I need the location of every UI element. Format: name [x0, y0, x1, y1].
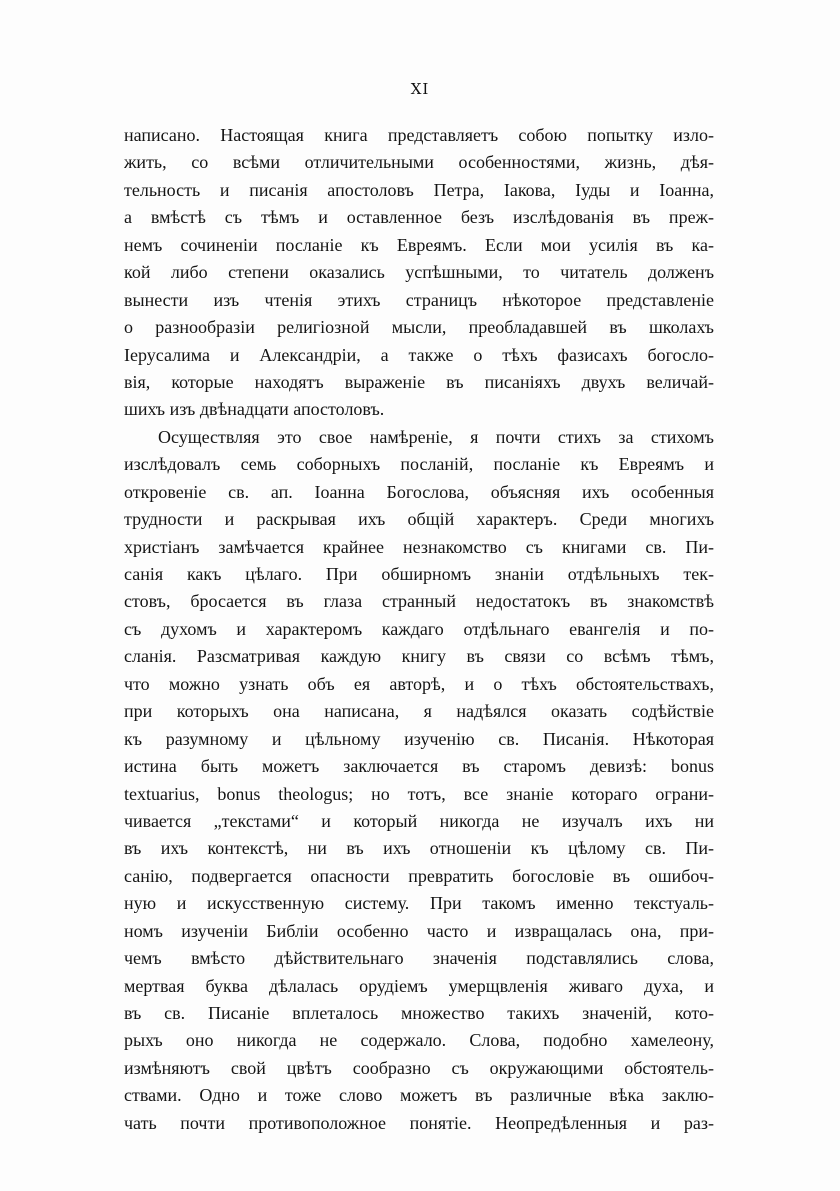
- paragraph-end-line: шихъ изъ двѣнадцати апостоловъ.: [124, 399, 385, 420]
- text-line: textuarius, bonus theologus; но тотъ, все знаніе котораго ограни-: [124, 783, 714, 804]
- text-line: чивается „текстами“ и который никогда не изучалъ ихъ ни: [124, 810, 714, 831]
- text-line: стовъ, бросается въ глаза странный недостатокъ въ знакомствѣ: [124, 591, 714, 612]
- text-line: христіанъ замѣчается крайнее незнакомство съ книгами св. Пи-: [124, 536, 714, 557]
- text-line: ную и искусственную систему. При такомъ именно текстуаль-: [124, 893, 714, 914]
- text-line: Іерусалима и Александріи, а также о тѣхъ фазисахъ богосло-: [124, 344, 714, 365]
- text-line: написано. Настоящая книга представляетъ собою попытку изло-: [124, 125, 714, 145]
- text-line: съ духомъ и характеромъ каждаго отдѣльнаго евангелія и по-: [124, 618, 714, 639]
- text-line: измѣняютъ свой цвѣтъ сообразно съ окружающими обстоятель-: [124, 1057, 714, 1078]
- text-line: санію, подвергается опасности превратить богословіе въ ошибоч-: [124, 865, 714, 886]
- text-line: сланія. Разсматривая каждую книгу въ связи со всѣмъ тѣмъ,: [124, 646, 714, 667]
- text-line: къ разумному и цѣльному изученію св. Писанія. Нѣкоторая: [124, 728, 714, 749]
- text-line: рыхъ оно никогда не содержало. Слова, подобно хамелеону,: [124, 1030, 714, 1051]
- text-line: чемъ вмѣсто дѣйствительнаго значенія подставлялись слова,: [124, 948, 714, 969]
- text-line: немъ сочиненіи посланіе къ Евреямъ. Если мои усилія въ ка-: [124, 234, 714, 255]
- text-line: что можно узнать объ ея авторѣ, и о тѣхъ обстоятельствахъ,: [124, 673, 714, 694]
- page-number: XI: [410, 80, 430, 98]
- paragraph-start-line: Осуществляя это свое намѣреніе, я почти стихъ за стихомъ: [158, 426, 714, 447]
- text-line: мертвая буква дѣлалась орудіемъ умерщвленія живаго духа, и: [124, 975, 714, 996]
- text-line: изслѣдовалъ семь соборныхъ посланій, посланіе къ Евреямъ и: [124, 454, 714, 475]
- text-line: въ ихъ контекстѣ, ни въ ихъ отношеніи къ цѣлому св. Пи-: [124, 838, 714, 859]
- body-text: [124, 122, 714, 1137]
- text-line: въ св. Писаніе вплеталось множество такихъ значеній, кото-: [124, 1003, 714, 1023]
- text-line: истина быть можетъ заключается въ старомъ девизѣ: bonus: [124, 756, 714, 777]
- text-line: тельность и писанія апостоловъ Петра, Іакова, Іуды и Іоанна,: [124, 179, 714, 200]
- text-line: кой либо степени оказались успѣшными, то читатель долженъ: [124, 262, 714, 283]
- text-line: ствами. Одно и тоже слово можетъ въ различные вѣка заклю-: [124, 1085, 714, 1106]
- text-line: вынести изъ чтенія этихъ страницъ нѣкоторое представленіе: [124, 289, 714, 310]
- text-line: а вмѣстѣ съ тѣмъ и оставленное безъ изслѣдованія въ преж-: [124, 207, 714, 228]
- text-line: вія, которые находятъ выраженіе въ писаніяхъ двухъ величай-: [124, 371, 714, 392]
- text-line: жить, со всѣми отличительными особенностями, жизнь, дѣя-: [124, 152, 714, 173]
- text-line: о разнообразіи религіозной мысли, преобладавшей въ школахъ: [124, 317, 714, 338]
- text-line: трудности и раскрывая ихъ общій характеръ. Среди многихъ: [124, 509, 714, 530]
- text-line: при которыхъ она написана, я надѣялся оказать содѣйствіе: [124, 701, 714, 722]
- text-line: номъ изученіи Библіи особенно часто и извращалась она, при-: [124, 920, 714, 941]
- text-line: откровеніе св. ап. Іоанна Богослова, объясняя ихъ особенныя: [124, 481, 714, 502]
- text-line: чать почти противоположное понятіе. Неопредѣленныя и раз-: [124, 1112, 714, 1133]
- text-line: санія какъ цѣлаго. При обширномъ знаніи отдѣльныхъ тек-: [124, 564, 714, 584]
